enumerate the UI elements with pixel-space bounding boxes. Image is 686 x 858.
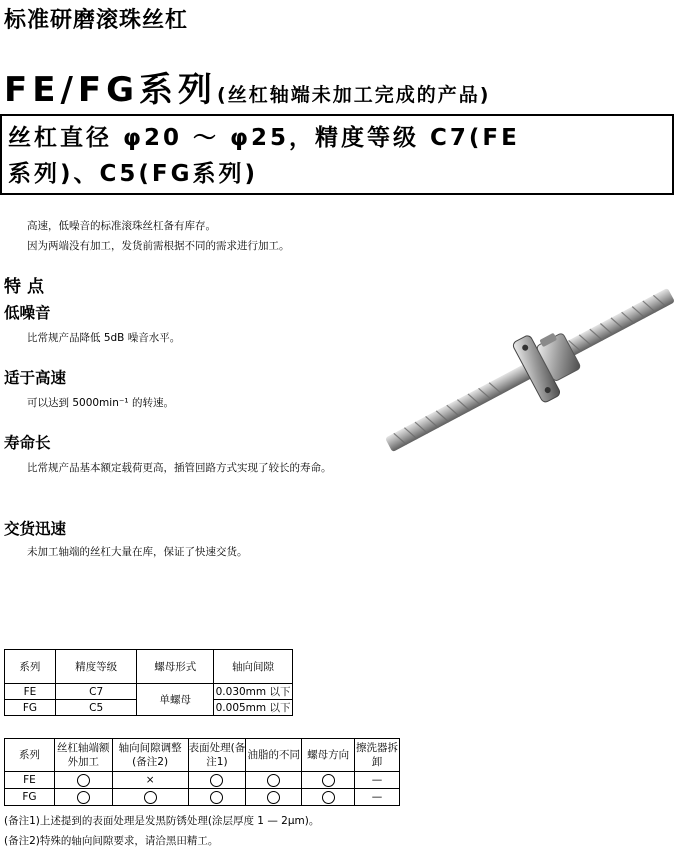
option-mark: × bbox=[112, 772, 188, 789]
available-mark bbox=[302, 789, 355, 806]
table-row bbox=[5, 684, 293, 700]
options-table-header: 螺母方向 bbox=[302, 739, 355, 772]
feature-heading-high-speed: 适于高速 bbox=[4, 369, 67, 387]
spec-grade: C7 bbox=[55, 684, 137, 700]
feature-heading-low-noise: 低噪音 bbox=[4, 304, 51, 322]
feature-text-long-life: 比常规产品基本额定载荷更高，插管回路方式实现了较长的寿命。 bbox=[27, 462, 332, 474]
intro-line-1: 高速，低噪音的标准滚珠丝杠备有库存。 bbox=[27, 220, 216, 232]
series-subtitle: (丝杠轴端未加工完成的产品) bbox=[217, 84, 491, 106]
options-table-header: 油脂的不同 bbox=[246, 739, 302, 772]
series-title bbox=[4, 62, 490, 111]
spec-series: FG bbox=[5, 700, 56, 716]
feature-heading-long-life: 寿命长 bbox=[4, 434, 51, 452]
note-2: (备注2)特殊的轴向间隙要求，请洽黑田精工。 bbox=[4, 835, 219, 847]
options-series: FG bbox=[5, 789, 55, 806]
available-mark bbox=[188, 789, 246, 806]
available-mark bbox=[188, 772, 246, 789]
spec-table-header: 精度等级 bbox=[55, 650, 137, 684]
options-table-header: 丝杠轴端额外加工 bbox=[54, 739, 112, 772]
options-table-header: 系列 bbox=[5, 739, 55, 772]
spec-grade: C5 bbox=[55, 700, 137, 716]
feature-text-low-noise: 比常规产品降低 5dB 噪音水平。 bbox=[27, 332, 181, 344]
spec-table-header: 系列 bbox=[5, 650, 56, 684]
intro-line-2: 因为两端没有加工，发货前需根据不同的需求进行加工。 bbox=[27, 240, 290, 252]
circle-icon bbox=[210, 774, 223, 787]
spec-banner-line1: 丝杠直径 φ20 ～ φ25，精度等级 C7(FE bbox=[8, 125, 520, 151]
spec-table-header: 螺母形式 bbox=[137, 650, 214, 684]
circle-icon bbox=[267, 774, 280, 787]
available-mark bbox=[54, 772, 112, 789]
options-table-header: 擦洗器拆卸 bbox=[355, 739, 400, 772]
option-mark: — bbox=[355, 789, 400, 806]
available-mark bbox=[302, 772, 355, 789]
table-row bbox=[5, 789, 400, 806]
spec-table-header: 轴向间隙 bbox=[214, 650, 293, 684]
product-category-title: 标准研磨滚珠丝杠 bbox=[4, 8, 189, 33]
options-series: FE bbox=[5, 772, 55, 789]
spec-clearance: 0.005mm 以下 bbox=[214, 700, 293, 716]
option-mark: — bbox=[355, 772, 400, 789]
table-row bbox=[5, 772, 400, 789]
spec-series: FE bbox=[5, 684, 56, 700]
spec-banner bbox=[0, 114, 674, 195]
available-mark bbox=[246, 772, 302, 789]
available-mark bbox=[246, 789, 302, 806]
circle-icon bbox=[210, 791, 223, 804]
circle-icon bbox=[322, 791, 335, 804]
feature-text-fast-delivery: 未加工轴端的丝杠大量在库，保证了快速交货。 bbox=[27, 546, 248, 558]
features-title: 特点 bbox=[4, 277, 50, 297]
note-1: (备注1)上述提到的表面处理是发黑防锈处理(涂层厚度 1 — 2μm)。 bbox=[4, 815, 320, 827]
options-table-header: 轴向间隙调整(备注2) bbox=[112, 739, 188, 772]
circle-icon bbox=[322, 774, 335, 787]
ball-screw-image bbox=[380, 285, 680, 460]
feature-text-high-speed: 可以达到 5000min⁻¹ 的转速。 bbox=[27, 397, 174, 409]
circle-icon bbox=[77, 791, 90, 804]
available-mark bbox=[112, 789, 188, 806]
available-mark bbox=[54, 789, 112, 806]
spec-nut-type: 单螺母 bbox=[137, 684, 214, 716]
circle-icon bbox=[77, 774, 90, 787]
ball-nut bbox=[512, 320, 588, 404]
options-table-header: 表面处理(备注1) bbox=[188, 739, 246, 772]
feature-heading-fast-delivery: 交货迅速 bbox=[4, 520, 67, 538]
spec-clearance: 0.030mm 以下 bbox=[214, 684, 293, 700]
circle-icon bbox=[267, 791, 280, 804]
spec-table bbox=[4, 649, 293, 716]
series-name: FE/FG系列 bbox=[4, 70, 218, 110]
spec-banner-line2: 系列)、C5(FG系列) bbox=[8, 161, 259, 187]
options-table bbox=[4, 738, 400, 806]
circle-icon bbox=[144, 791, 157, 804]
